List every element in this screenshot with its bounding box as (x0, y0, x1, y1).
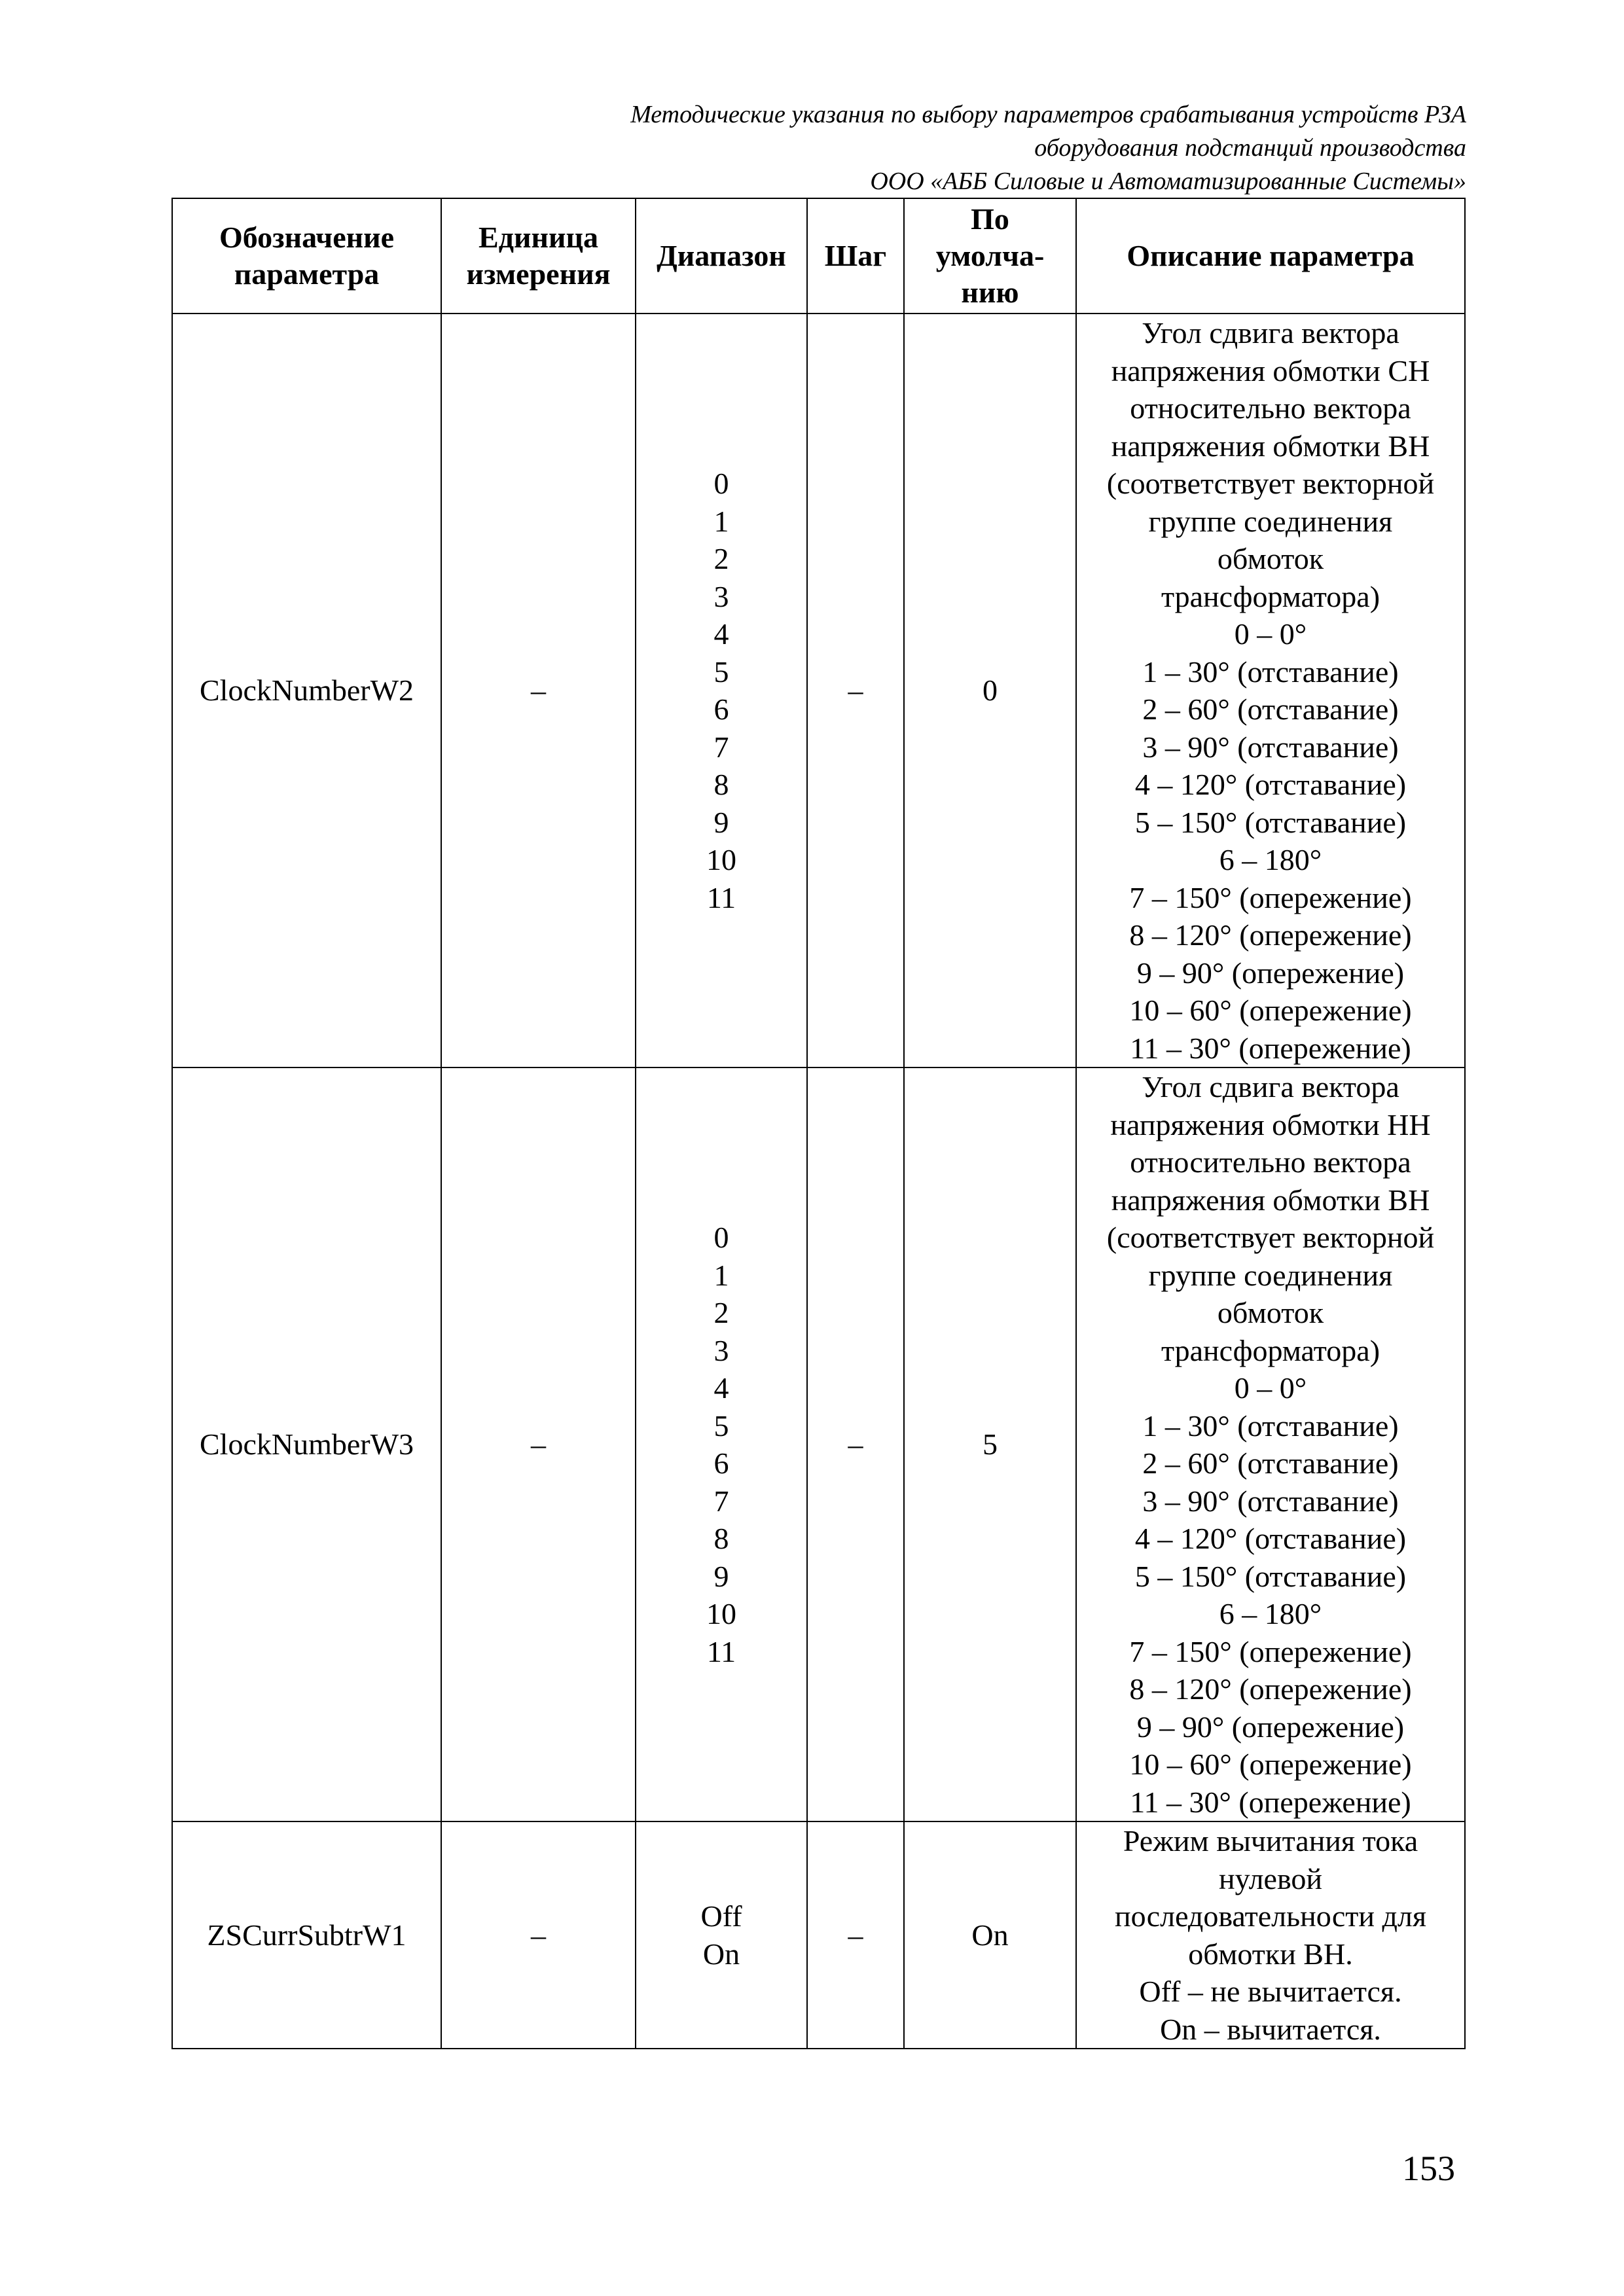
cell-line: напряжения обмотки ВН (1111, 429, 1430, 463)
cell-line: 1 – 30° (отставание) (1142, 1408, 1399, 1443)
cell-line: Диапазон (657, 239, 786, 272)
table-row (172, 314, 1465, 1067)
cell-line: Шаг (824, 239, 887, 272)
param-default-cell: On (904, 1821, 1076, 2049)
cell-line: 6 (713, 1446, 729, 1480)
column-header-name (172, 198, 441, 314)
cell-line: напряжения обмотки СН (1111, 353, 1430, 387)
cell-line: 11 – 30° (опережение) (1130, 1031, 1411, 1065)
cell-line: 4 (713, 1371, 729, 1405)
cell-line: 11 (706, 1634, 736, 1668)
cell-line: 10 – 60° (опережение) (1129, 1748, 1412, 1781)
header-line-2: оборудования подстанций производства (1034, 134, 1466, 162)
cell-line: 7 – 150° (опережение) (1129, 880, 1412, 914)
cell-line: обмотки ВН. (1188, 1937, 1353, 1971)
cell-line: 9 (713, 805, 729, 839)
param-range-cell (636, 314, 807, 1067)
cell-line: обмоток (1217, 542, 1324, 575)
cell-line: нию (961, 276, 1019, 309)
cell-line: On – вычитается. (1160, 2012, 1381, 2046)
cell-line: On (702, 1937, 740, 1971)
cell-line: Обозначение (219, 221, 395, 254)
cell-line: измерения (466, 257, 611, 291)
cell-line: относительно вектора (1130, 391, 1411, 425)
table-row (172, 1067, 1465, 1821)
cell-line: 5 (713, 655, 729, 689)
cell-line: Угол сдвига вектора (1142, 316, 1399, 350)
cell-line: 1 (713, 1258, 729, 1292)
cell-line: напряжения обмотки ВН (1111, 1183, 1430, 1217)
header-line-1: Методические указания по выбору параметров срабатывания устройств РЗА (630, 101, 1466, 128)
cell-line: 3 – 90° (отставание) (1142, 730, 1399, 764)
param-name-cell: ZSCurrSubtrW1 (172, 1821, 441, 2049)
cell-line: 5 – 150° (отставание) (1134, 805, 1407, 839)
parameters-table (171, 198, 1466, 2049)
param-default-cell: 0 (904, 314, 1076, 1067)
cell-line: 2 (713, 1296, 729, 1329)
cell-line: 6 – 180° (1219, 1597, 1322, 1630)
cell-line: 7 (713, 730, 729, 764)
cell-line: параметра (234, 257, 380, 291)
column-header-default (904, 198, 1076, 314)
cell-line: обмоток (1217, 1296, 1324, 1329)
column-header-unit (441, 198, 636, 314)
column-header-description (1076, 198, 1465, 314)
cell-line: 8 (713, 1522, 729, 1555)
cell-line: 7 – 150° (опережение) (1129, 1634, 1412, 1668)
cell-line: умолча- (935, 239, 1045, 272)
param-default-cell: 5 (904, 1067, 1076, 1821)
cell-line: Описание параметра (1127, 239, 1415, 272)
cell-line: 10 (706, 1597, 736, 1630)
cell-line: (соответствует векторной (1106, 1221, 1435, 1254)
cell-line: 8 – 120° (опережение) (1129, 1672, 1412, 1706)
cell-line: По (971, 202, 1009, 236)
cell-line: относительно вектора (1130, 1145, 1411, 1179)
cell-line: 7 (713, 1484, 729, 1518)
cell-line: 4 – 120° (отставание) (1134, 768, 1407, 801)
cell-line: 2 – 60° (отставание) (1142, 1446, 1399, 1480)
cell-line: 0 – 0° (1234, 617, 1307, 651)
cell-line: группе соединения (1148, 504, 1393, 538)
param-description-cell (1076, 1821, 1465, 2049)
cell-line: 5 – 150° (отставание) (1134, 1559, 1407, 1593)
param-name-cell: ClockNumberW2 (172, 314, 441, 1067)
cell-line: 1 (713, 504, 729, 538)
cell-line: 0 – 0° (1234, 1371, 1307, 1405)
param-range-cell (636, 1821, 807, 2049)
cell-line: напряжения обмотки НН (1110, 1107, 1431, 1141)
param-step-cell: – (807, 314, 904, 1067)
cell-line: 11 – 30° (опережение) (1130, 1785, 1411, 1819)
cell-line: 11 (706, 880, 736, 914)
param-unit-cell: – (441, 1067, 636, 1821)
table-row (172, 1821, 1465, 2049)
param-range-cell (636, 1067, 807, 1821)
cell-line: 5 (713, 1408, 729, 1443)
cell-line: 4 (713, 617, 729, 651)
cell-line: Off – не вычитается. (1139, 1975, 1402, 2008)
cell-line: 8 (713, 768, 729, 801)
param-step-cell: – (807, 1821, 904, 2049)
header-line-3: ООО «АББ Силовые и Автоматизированные Системы» (870, 168, 1466, 195)
cell-line: Off (700, 1899, 742, 1933)
cell-line: последовательности для (1114, 1899, 1427, 1933)
cell-line: 8 – 120° (опережение) (1129, 918, 1412, 952)
cell-line: 6 – 180° (1219, 843, 1322, 876)
cell-line: 10 (706, 843, 736, 876)
cell-line: 2 (713, 542, 729, 575)
column-header-step (807, 198, 904, 314)
cell-line: 6 (713, 692, 729, 726)
cell-line: 4 – 120° (отставание) (1134, 1522, 1407, 1555)
cell-line: 3 (713, 1333, 729, 1367)
param-description-cell (1076, 314, 1465, 1067)
column-header-range (636, 198, 807, 314)
cell-line: трансформатора) (1161, 1333, 1380, 1367)
cell-line: 2 – 60° (отставание) (1142, 692, 1399, 726)
running-header (353, 98, 1466, 198)
page-number: 153 (1402, 2149, 1455, 2188)
cell-line: Режим вычитания тока (1123, 1824, 1418, 1857)
cell-line: 10 – 60° (опережение) (1129, 994, 1412, 1027)
param-name-cell: ClockNumberW3 (172, 1067, 441, 1821)
cell-line: Угол сдвига вектора (1142, 1070, 1399, 1103)
cell-line: (соответствует векторной (1106, 467, 1435, 500)
cell-line: группе соединения (1148, 1258, 1393, 1292)
cell-line: Единица (478, 221, 598, 254)
table-header-row (172, 198, 1465, 314)
cell-line: 3 (713, 579, 729, 613)
param-unit-cell: – (441, 1821, 636, 2049)
cell-line: 0 (713, 1221, 729, 1254)
param-step-cell: – (807, 1067, 904, 1821)
cell-line: нулевой (1219, 1861, 1322, 1895)
param-description-cell (1076, 1067, 1465, 1821)
cell-line: трансформатора) (1161, 579, 1380, 613)
cell-line: 9 (713, 1559, 729, 1593)
cell-line: 0 (713, 467, 729, 500)
cell-line: 9 – 90° (опережение) (1136, 956, 1405, 990)
cell-line: 1 – 30° (отставание) (1142, 655, 1399, 689)
cell-line: 3 – 90° (отставание) (1142, 1484, 1399, 1518)
cell-line: 9 – 90° (опережение) (1136, 1710, 1405, 1744)
param-unit-cell: – (441, 314, 636, 1067)
